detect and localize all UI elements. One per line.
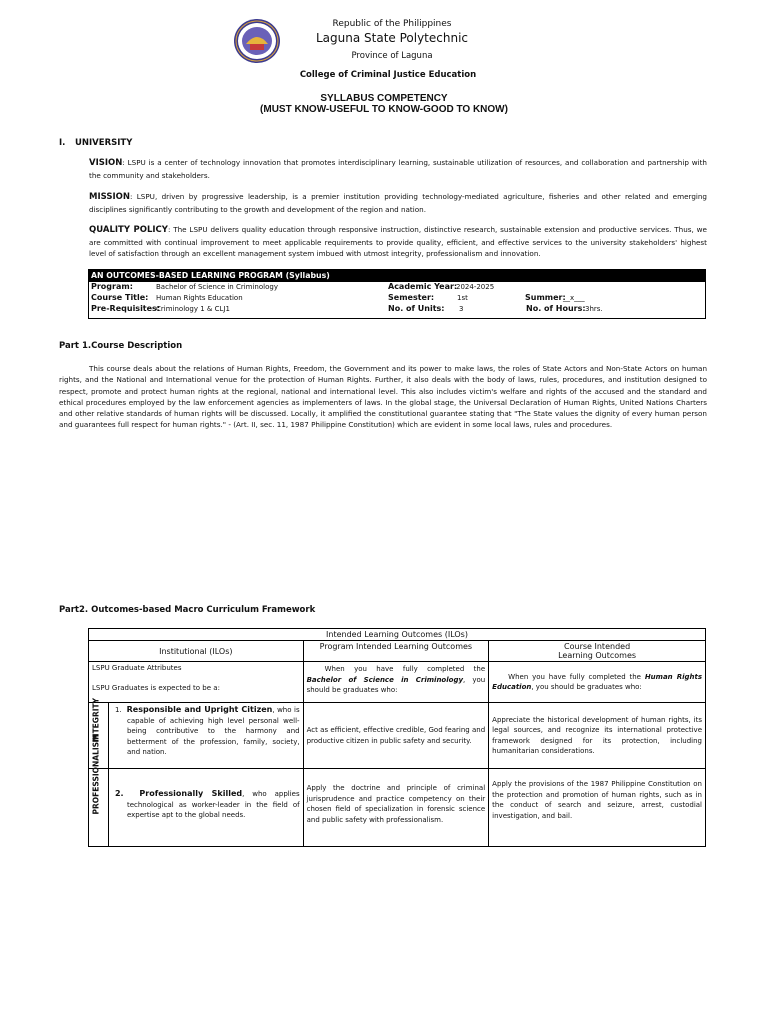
document-subtitle: (MUST KNOW-USEFUL TO KNOW-GOOD TO KNOW)	[260, 104, 508, 115]
program-intro-cell	[303, 662, 489, 703]
course-description: This course deals about the relations of Human Rights, Freedom, the Government and its power to make laws, the roles of State Actors and Non-State Actors on human rights, and the National and International venue for the protection of Human Rights. Further, it also deals with the body of laws, rules, procedures, and institution designed to respect, promote and protect human rights at the regional, national and international level. This also includes victim's welfare and rights of the accused and the standard and ethical procedures employed by the law enforcement agencies as implementers of laws. In the global stage, the Universal Declaration of Human Rights, United Nations Charters and other relative standards of human rights will be discussed. Locally, it amplified the constitutional guarantee stating that "The State values the dignity of every human person and guarantees full respect for human rights." - (Art. II, sec. 11, 1987 Philippine Constitution) which are evident in some local laws, rules and procedures.	[59, 364, 707, 430]
professionalism-course-outcome: Apply the provisions of the 1987 Philippine Constitution on the protection and promotion of human rights, such as in the conduct of search and seizure, arrest, custodial investigation, and bail.	[489, 769, 706, 847]
program-intro-text: When you have fully completed the	[324, 665, 486, 673]
graduate-attributes-label: LSPU Graduate Attributes	[92, 664, 182, 672]
course-intro-end: , you should be graduates who:	[531, 683, 642, 691]
course-name: Human Rights Education	[492, 672, 702, 691]
summer-label: Summer:	[525, 293, 566, 302]
professionalism-tag-cell	[89, 734, 109, 847]
vision-paragraph	[89, 157, 707, 181]
integrity-attribute-cell	[108, 703, 303, 769]
university-name: Laguna State Polytechnic	[315, 31, 469, 45]
professionalism-attribute-text: , who applies technological as worker-leader in the field of expertise apt to the global needs.	[126, 790, 300, 819]
program-value: Bachelor of Science in Criminology	[156, 283, 278, 291]
professionalism-attribute-cell	[108, 769, 303, 847]
quality-policy-label: QUALITY POLICY	[89, 225, 168, 235]
course-intro-cell	[489, 662, 706, 703]
course-title-value: Human Rights Education	[156, 294, 243, 302]
hours-value: 3hrs.	[585, 305, 603, 313]
integrity-attribute-title: Responsible and Upright Citizen	[126, 705, 273, 714]
vision-label: VISION	[89, 158, 123, 168]
integrity-course-outcome: Appreciate the historical development of human rights, its legal sources, and recognize its international protective framework designed for its protection, including humanitarian considerations.	[489, 703, 706, 769]
professionalism-program-outcome: Apply the doctrine and principle of criminal jurisprudence and practice competency on their chosen field of specialization in forensic science and public safety with professionalism.	[303, 769, 489, 847]
vision-text: : LSPU is a center of technology innovation that promotes interdisciplinary learning, sustainable utilization of resources, and collaboration and partnership with the community and stakeholders.	[89, 158, 707, 180]
province-line: Province of Laguna	[351, 51, 433, 61]
mission-label: MISSION	[89, 192, 130, 202]
semester-label: Semester:	[388, 293, 435, 302]
course-title-label: Course Title:	[91, 293, 149, 302]
program-label: Program:	[91, 282, 133, 291]
course-ilo-header: Course Intended Learning Outcomes	[489, 641, 706, 662]
hours-label: No. of Hours:	[526, 304, 586, 313]
course-intro-text: When you have fully completed the	[508, 672, 645, 681]
document-title: SYLLABUS COMPETENCY	[320, 93, 448, 104]
professionalism-tag: PROFESSIONALISM	[91, 734, 101, 815]
ilo-row-integrity	[89, 703, 706, 769]
professionalism-number: 2.	[114, 789, 124, 798]
ilo-row-professionalism	[89, 769, 706, 847]
quality-policy-text: : The LSPU delivers quality education through responsive instruction, distinctive research, sustainable extension and productive services. Thus, we are committed with continual improvement to meet applicable requirements to provide quality, efficient, and effective services to the university stakeholders' highest level of satisfaction through an excellent management system imbued with utmost integrity, professionalism and innovation.	[89, 225, 707, 258]
ilo-table-title: Intended Learning Outcomes (ILOs)	[89, 629, 706, 641]
part1-title: Part 1.Course Description	[59, 341, 183, 351]
quality-policy-paragraph	[89, 224, 707, 260]
summer-value: __x___	[563, 294, 585, 302]
professionalism-attribute-title: Professionally Skilled	[139, 789, 243, 798]
program-ilo-header: Program Intended Learning Outcomes	[303, 641, 489, 662]
mission-paragraph	[89, 191, 707, 215]
integrity-program-outcome: Act as efficient, effective credible, God fearing and productive citizen in public safety and security.	[303, 703, 489, 769]
section-title: UNIVERSITY	[75, 138, 133, 148]
college-name: College of Criminal Justice Education	[299, 70, 477, 80]
integrity-tag: INTEGRITY	[91, 697, 101, 743]
section-number: I.	[59, 138, 66, 148]
mission-text: : LSPU, driven by progressive leadership, is a premier institution providing technology-mediated agriculture, fisheries and other related and emerging disciplines significantly contributing to the growth and development of the region and nation.	[89, 192, 707, 214]
prerequisites-label: Pre-Requisites:	[91, 304, 161, 313]
units-value: 3	[459, 305, 464, 313]
integrity-attribute-text: , who is capable of achieving high level personal well-being contributive to the harmony and betterment of the profession, family, society, and nation.	[126, 706, 300, 756]
graduate-attributes-cell	[89, 662, 304, 703]
institutional-ilo-header: Institutional (ILOs)	[89, 641, 304, 662]
program-intro-end: , you should be graduates who:	[306, 675, 486, 694]
republic-line: Republic of the Philippines	[332, 19, 452, 29]
academic-year-value: 2024-2025	[456, 283, 495, 291]
semester-value: 1st	[457, 294, 468, 302]
integrity-number: 1.	[114, 706, 122, 714]
part2-title: Part2. Outcomes-based Macro Curriculum Framework	[59, 605, 316, 615]
ilo-table	[88, 628, 706, 847]
program-name: Bachelor of Science in Criminology	[306, 675, 464, 684]
graduate-expected-label: LSPU Graduates is expected to be a:	[92, 684, 220, 692]
units-label: No. of Units:	[388, 304, 445, 313]
syllabus-info-box	[88, 269, 706, 319]
syllabus-info-heading: AN OUTCOMES-BASED LEARNING PROGRAM (Syllabus)	[89, 270, 705, 282]
prerequisites-value: Criminology 1 & CLJ1	[156, 305, 230, 313]
academic-year-label: Academic Year:	[388, 282, 458, 291]
section-heading	[59, 138, 132, 148]
